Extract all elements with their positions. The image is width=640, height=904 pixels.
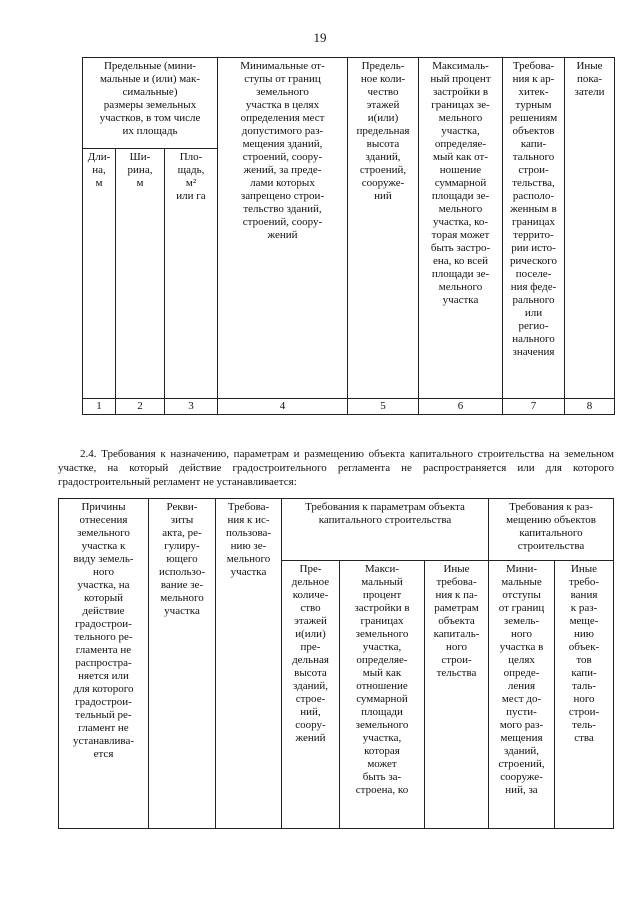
page-number: 19 (313, 30, 327, 45)
header-other-indicators: Иные пока- затели (565, 58, 615, 399)
column-number: 7 (503, 399, 565, 415)
header-architectural-requirements: Требова- ния к ар- хитек- турным решениям объектов капи- тального строи- тельства, располо- женным в границах террито- рии исто- рического поселе- ния феде- рального или регио- нального значения (503, 58, 565, 399)
header-min-setbacks: Мини- мальные отступы от границ земель- ного участка в целях опреде- ления мест до- пусти- мого раз- мещения зданий, строений, сооруже- ний, за (489, 561, 555, 829)
header-length: Дли- на, м (83, 149, 116, 399)
non-regulated-plot-requirements-table (58, 498, 614, 829)
header-plot-sizes: Предельные (мини- мальные и (или) мак- симальные) размеры земельных участков, в том числе их площадь (83, 58, 218, 149)
column-number: 1 (83, 399, 116, 415)
header-other-placement: Иные требо- вания к раз- меще- нию объек- тов капи- таль- ного строи- тель- ства (555, 561, 614, 829)
column-number: 4 (218, 399, 348, 415)
header-other-parameters: Иные требова- ния к па- раметрам объекта капиталь- ного строи- тельства (425, 561, 489, 829)
header-area: Пло- щадь, м² или га (165, 149, 218, 399)
header-use-requirements: Требова- ния к ис- пользова- нию зе- мельного участка (216, 499, 282, 829)
header-parameter-requirements: Требования к параметрам объекта капитального строительства (282, 499, 489, 561)
header-max-coverage: Макси- мальный процент застройки в границах земельного участка, определяе- мый как отношение суммарной площади земельного участка, которая может быть за- строена, ко (340, 561, 425, 829)
header-max-floors: Предель- ное коли- чество этажей и(или) предельная высота зданий, строений, сооруже- ний (348, 58, 419, 399)
header-act-details: Рекви- зиты акта, ре- гулиру- ющего использо- вание зе- мельного участка (149, 499, 216, 829)
column-number: 8 (565, 399, 615, 415)
section-2-4-paragraph: 2.4. Требования к назначению, параметрам и размещению объекта капитального строительства на земельном участке, на который действие градостроительного регламента не распространяется или для которого градостроительный регламент не устанавливается: (58, 448, 614, 488)
header-width: Ши- рина, м (116, 149, 165, 399)
column-number: 6 (419, 399, 503, 415)
column-number: 2 (116, 399, 165, 415)
column-number: 5 (348, 399, 419, 415)
header-placement-requirements: Требования к раз- мещению объектов капитального строительства (489, 499, 614, 561)
header-reasons: Причины отнесения земельного участка к виду земель- ного участка, на который действие градострои- тельного ре- гламента не распростра- няется или для которого градострои- тельный ре- гламент не устанавлива- ется (59, 499, 149, 829)
column-number: 3 (165, 399, 218, 415)
header-min-setbacks: Минимальные от- ступы от границ земельного участка в целях определения мест допустимого раз- мещения зданий, строений, соору- жений, за преде- лами которых запрещено строи- тельство зданий, строений, соору- жений (218, 58, 348, 399)
header-max-coverage: Максималь- ный процент застройки в границах зе- мельного участка, определяе- мый как от- ношение суммарной площади зе- мельного участка, ко- торая может быть застро- ена, ко всей площади зе- мельного участка (419, 58, 503, 399)
land-plot-parameters-table (82, 57, 615, 415)
header-max-floors: Пре- дельное количе- ство этажей и(или) пре- дельная высота зданий, строе- ний, соору- жений (282, 561, 340, 829)
